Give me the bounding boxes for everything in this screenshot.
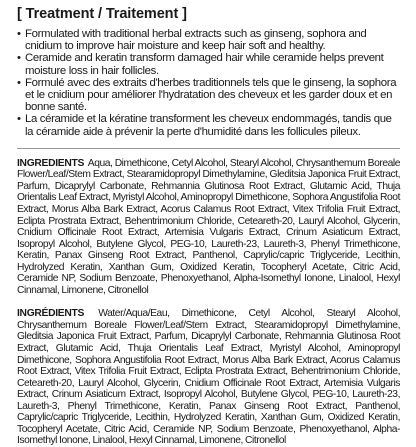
section-title: [ Treatment / Traitement ] (17, 6, 187, 22)
benefit-item-en-1: • Formulated with traditional herbal extracts such as ginseng, sophora and cnidium to improve hair moisture and keep hair soft and healthy. (17, 28, 400, 52)
ingredients-text-en: Aqua, Dimethicone, Cetyl Alcohol, Stearyl Alcohol, Chrysanthemum Boreale Flower/Leaf/Stem Extract, Stearamidopropyl Dimethylamine, Gleditsia Japonica Fruit Extract, Parfum, Dicaprylyl Carbonate, Rehmannia Glutinosa Root Extract, Glutamic Acid, Thuja Orientalis Leaf Extract, Myristyl Alcohol, Aminopropyl Dimethicone, Sophora Angustifolia Root Extract, Morus Alba Bark Extract, Acorus Calamus Root Extract, Vitex Trifolia Fruit Extract, Eclipta Prostrata Extract, Behentrimonium Chloride, Ceteareth-20, Lauryl Alcohol, Glycerin, Cnidium Officinale Root Extract, Artemisia Vulgaris Extract, Crinum Asiaticum Extract, Isopropyl Alcohol, Butylene Glycol, PEG-10, Laureth-23, Laureth-3, Phenyl Trimethicone, Keratin, Panax Ginseng Root Extract, Panthenol, Caprylic/capric Triglyceride, Lecithin, Hydrolyzed Keratin, Xanthan Gum, Oxidized Keratin, Tocopheryl Acetate, Citric Acid, Ceramide NP, Sodium Benzoate, Phenoxyethanol, Alpha-Isomethyl Ionone, Linalool, Hexyl Cinnamal, Limonene, Citronellol (17, 157, 400, 296)
ingredients-french (17, 308, 400, 447)
benefit-item-fr-2: • La céramide et la kératine transforment les cheveux endommagés, tandis que la céramide aide à prévenir la perte d'humidité dans les follicules pileux. (17, 113, 400, 137)
benefit-list (17, 28, 400, 138)
ingredients-english (17, 158, 400, 297)
ingredients-text-fr: Water/Aqua/Eau, Dimethicone, Cetyl Alcohol, Stearyl Alcohol, Chrysanthemum Boreale Flower/Leaf/Stem Extract, Stearamidopropyl Dimethylamine, Gleditsia Japonica Fruit Extract, Parfum, Dicaprylyl Carbonate, Rehmannia Glutinosa Root Extract, Glutamic Acid, Thuja Orientalis Leaf Extract, Myristyl Alcohol, Aminopropyl Dimethicone, Sophora Angustifolia Root Extract, Morus Alba Bark Extract, Acorus Calamus Root Extract, Vitex Trifolia Fruit Extract, Eclipta Prostrata Extract, Behentrimonium Chloride, Ceteareth-20, Lauryl Alcohol, Glycerin, Cnidium Officinale Root Extract, Artemisia Vulgaris Extract, Crinum Asiaticum Extract, Isopropyl Alcohol, Butylene Glycol, PEG-10, Laureth-23, Laureth-3, Phenyl Trimethicone, Keratin, Panax Ginseng Root Extract, Panthenol, Caprylic/capric Triglyceride, Lecithin, Hydrolyzed Keratin, Xanthan Gum, Oxidized Keratin, Tocopheryl Acetate, Citric Acid, Ceramide NP, Sodium Benzoate, Phenoxyethanol, Alpha-Isomethyl Ionone, Linalool, Hexyl Cinnamal, Limonene, Citronellol (17, 308, 400, 447)
benefit-item-en-2: • Ceramide and keratin transform damaged hair while ceramide helps prevent moisture loss in hair follicles. (17, 52, 400, 76)
benefit-item-fr-1: • Formulé avec des extraits d'herbes traditionnels tels que le ginseng, la sophora et le cnidium pour améliorer l'hydratation des cheveux et les garder doux et en bonne santé. (17, 77, 400, 114)
ingredients-label-en: INGREDIENTS (17, 157, 85, 169)
ingredients-label-fr: INGRÉDIENTS (17, 308, 85, 320)
section-divider (17, 148, 400, 149)
